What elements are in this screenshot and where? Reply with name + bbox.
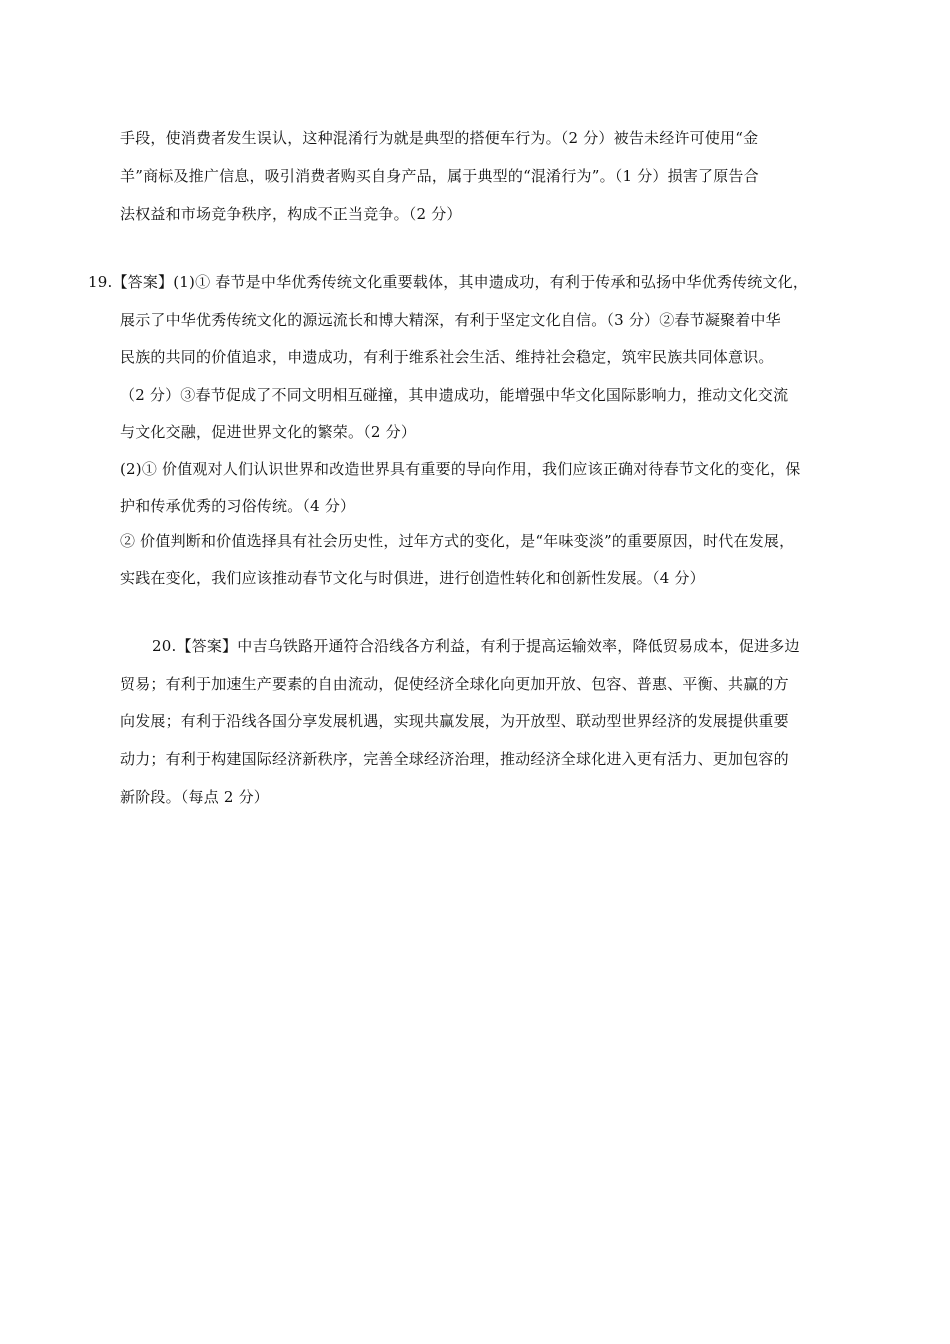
answer-19-line: （2 分）③春节促成了不同文明相互碰撞，其申遗成功，能增强中华文化国际影响力，推动文化交流 — [120, 386, 789, 404]
answer-19-line: 19.【答案】(1)① 春节是中华优秀传统文化重要载体，其申遗成功，有利于传承和弘扬中华优秀传统文化， — [88, 273, 809, 291]
answer-20-line: 贸易；有利于加速生产要素的自由流动，促使经济全球化向更加开放、包容、普惠、平衡、共赢的方 — [120, 675, 789, 693]
answer-19-line: 民族的共同的价值追求，申遗成功，有利于维系社会生活、维持社会稳定，筑牢民族共同体意识。 — [120, 348, 774, 366]
answer-19-line: ② 价值判断和价值选择具有社会历史性，过年方式的变化，是“年味变淡”的重要原因，时代在发展， — [120, 532, 795, 550]
answer-18-line: 羊”商标及推广信息，吸引消费者购买自身产品，属于典型的“混淆行为”。（1 分）损害了原告合 — [120, 167, 759, 185]
answer-18-line: 手段，使消费者发生误认，这种混淆行为就是典型的搭便车行为。（2 分）被告未经许可使用“金 — [120, 129, 759, 147]
answer-20-line: 动力；有利于构建国际经济新秩序，完善全球经济治理，推动经济全球化进入更有活力、更加包容的 — [120, 750, 789, 768]
answer-20-line: 新阶段。（每点 2 分） — [120, 788, 269, 806]
answer-20-line: 20.【答案】中吉乌铁路开通符合沿线各方利益，有利于提高运输效率，降低贸易成本，促进多边 — [152, 637, 800, 655]
answer-19-line: 护和传承优秀的习俗传统。（4 分） — [120, 497, 356, 515]
answer-20-line: 向发展；有利于沿线各国分享发展机遇，实现共赢发展，为开放型、联动型世界经济的发展提供重要 — [120, 712, 789, 730]
answer-18-line: 法权益和市场竞争秩序，构成不正当竞争。（2 分） — [120, 205, 462, 223]
answer-19-line: (2)① 价值观对人们认识世界和改造世界具有重要的导向作用，我们应该正确对待春节文化的变化，保 — [120, 460, 801, 478]
answer-19-line: 与文化交融，促进世界文化的繁荣。（2 分） — [120, 423, 417, 441]
answer-19-line: 展示了中华优秀传统文化的源远流长和博大精深，有利于坚定文化自信。（3 分）②春节凝聚着中华 — [120, 311, 781, 329]
answer-19-line: 实践在变化，我们应该推动春节文化与时俱进，进行创造性转化和创新性发展。（4 分） — [120, 569, 705, 587]
